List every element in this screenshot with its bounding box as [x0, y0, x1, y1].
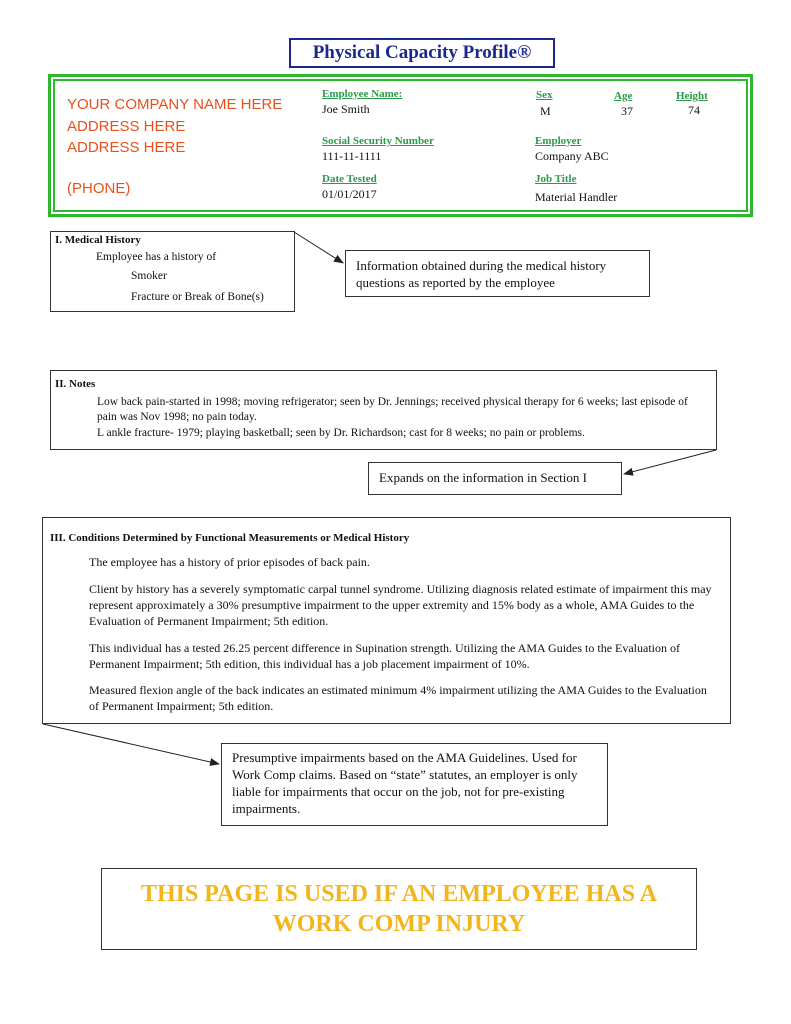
page-title: Physical Capacity Profile® — [289, 38, 555, 68]
callout-medical-history: Information obtained during the medical history questions as reported by the employee — [345, 250, 650, 297]
job-title-value: Material Handler — [535, 190, 618, 204]
conditions-paragraph: Client by history has a severely symptomatic carpal tunnel syndrome. Utilizing diagnosis related estimate of impairment this may represent approximately a 30% presumptive impairment to the upper extremity and 15% body as a whole, AMA Guides to the Evaluation of Permanent Impairment; 5th edition. — [89, 582, 712, 628]
date-tested-label: Date Tested — [322, 173, 377, 185]
height-label: Height — [676, 90, 708, 102]
sex-value: M — [540, 104, 551, 118]
notes-title: II. Notes — [55, 378, 96, 390]
medical-history-intro: Employee has a history of — [96, 251, 217, 263]
callout-notes: Expands on the information in Section I — [368, 462, 622, 495]
medical-history-item: Fracture or Break of Bone(s) — [131, 291, 264, 303]
medical-history-title: I. Medical History — [55, 234, 141, 246]
notes-line: Low back pain-started in 1998; moving refrigerator; seen by Dr. Jennings; received physical therapy for 6 weeks; last episode of pain was Nov 1998; no pain today. — [97, 396, 688, 423]
employer-value: Company ABC — [535, 149, 609, 163]
employer-label: Employer — [535, 135, 582, 147]
ssn-value: 111-11-1111 — [322, 149, 382, 163]
sex-label: Sex — [536, 89, 553, 101]
medical-history-item: Smoker — [131, 270, 167, 282]
date-tested-value: 01/01/2017 — [322, 187, 377, 201]
notes-line: L ankle fracture- 1979; playing basketball; seen by Dr. Richardson; cast for 8 weeks; no pain or problems. — [97, 427, 585, 439]
company-address-1: ADDRESS HERE — [67, 118, 186, 135]
company-phone: (PHONE) — [67, 180, 131, 197]
callout-conditions: Presumptive impairments based on the AMA Guidelines. Used for Work Comp claims. Based on “state” statutes, an employer is only liable for impairments that occur on the job, not for pre-existing impairments. — [221, 743, 608, 826]
conditions-paragraph: The employee has a history of prior episodes of back pain. — [89, 555, 370, 569]
conditions-title: III. Conditions Determined by Functional Measurements or Medical History — [50, 532, 410, 544]
age-value: 37 — [621, 104, 633, 118]
employee-name: Joe Smith — [322, 102, 370, 116]
conditions-paragraph: Measured flexion angle of the back indicates an estimated minimum 4% impairment utilizing the AMA Guides to the Evaluation of Permanent Impairment; 5th edition. — [89, 683, 707, 713]
arrow-conditions-to-callout — [43, 724, 219, 764]
employee-name-label: Employee Name: — [322, 88, 403, 100]
job-title-label: Job Title — [535, 173, 577, 185]
company-name: YOUR COMPANY NAME HERE — [67, 96, 283, 113]
work-comp-banner: THIS PAGE IS USED IF AN EMPLOYEE HAS A WORK COMP INJURY — [101, 868, 697, 950]
company-address-2: ADDRESS HERE — [67, 139, 186, 156]
conditions-paragraph: This individual has a tested 26.25 percent difference in Supination strength. Utilizing the AMA Guides to the Evaluation of Permanent Impairment; 5th edition, this individual has a job placement impairment of 10%. — [89, 641, 680, 671]
arrow-medical-to-callout — [294, 232, 343, 263]
arrow-notes-to-callout — [624, 450, 716, 474]
age-label: Age — [614, 90, 633, 102]
ssn-label: Social Security Number — [322, 135, 434, 147]
height-value: 74 — [688, 103, 700, 117]
